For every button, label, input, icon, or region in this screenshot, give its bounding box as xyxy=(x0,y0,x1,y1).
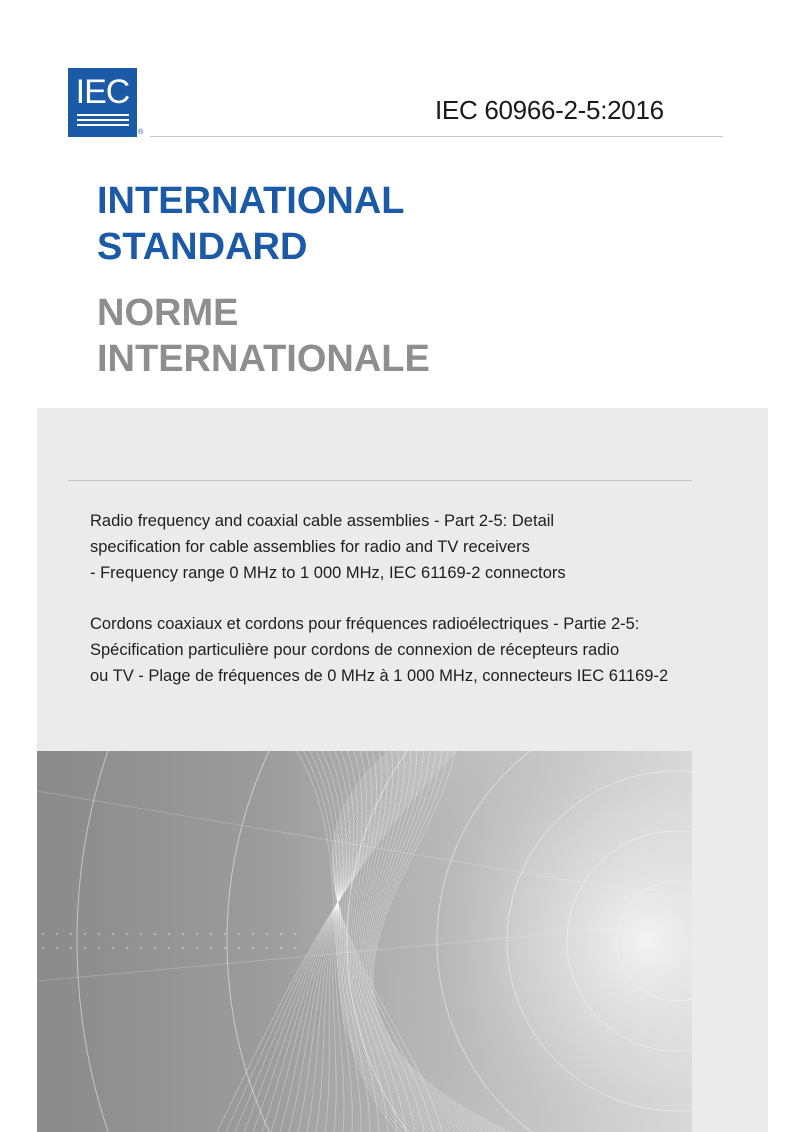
header-divider xyxy=(150,136,723,137)
description-french: Cordons coaxiaux et cordons pour fréquences radioélectriques - Partie 2-5: Spécification particulière pour cordons de connexion de récepteurs radio ou TV - Plage de fréquences de 0 MHz à 1 000 MHz, connecteurs IEC 61169-2 xyxy=(90,615,669,685)
logo-lines xyxy=(77,114,129,129)
title-english-text: INTERNATIONAL STANDARD xyxy=(97,180,405,268)
title-french-text: NORME INTERNATIONALE xyxy=(97,292,430,380)
iec-logo xyxy=(68,68,137,137)
panel-divider xyxy=(68,480,692,481)
document-number: IEC 60966-2-5:2016 xyxy=(435,95,664,125)
description-english: Radio frequency and coaxial cable assemblies - Part 2-5: Detail specification for cable assemblies for radio and TV receivers - Frequency range 0 MHz to 1 000 MHz, IEC 61169-2 connectors xyxy=(90,512,566,582)
cover-artwork xyxy=(37,751,692,1132)
title-norme-internationale xyxy=(97,290,430,382)
artwork-curves xyxy=(37,751,692,1132)
registered-mark: ® xyxy=(138,129,144,136)
title-international-standard xyxy=(97,178,405,270)
logo-text: IEC xyxy=(75,73,130,111)
